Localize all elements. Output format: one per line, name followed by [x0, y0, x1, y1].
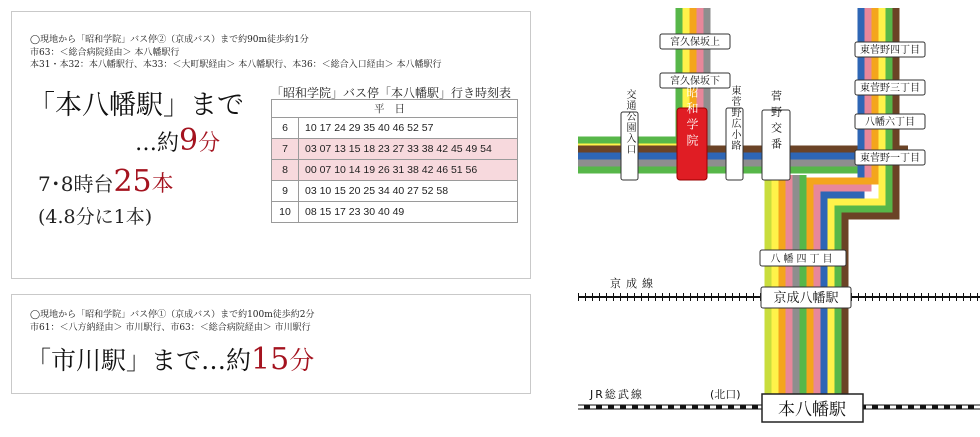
table-row — [272, 160, 518, 181]
route-note: 市61：＜八方納経由＞ 市川駅行、市63：＜総合病院経由＞ 市川駅行 — [30, 323, 311, 333]
minutes-cell: 00 07 10 14 19 26 31 38 42 46 51 56 — [299, 160, 518, 181]
route-note: 本31・本32：本八幡駅行、本33：＜大町駅経由＞ 本八幡駅行、本36：＜総合入口経由＞ 本八幡駅行 — [30, 60, 442, 70]
stop-sugano-koban: 菅野交番 — [769, 90, 783, 154]
jr-line-label: JR総武線 — [590, 388, 644, 401]
timetable — [271, 99, 518, 223]
stop-yawata-4: 八幡四丁目 — [770, 254, 836, 265]
bus-route-map — [578, 0, 980, 437]
table-row — [272, 202, 518, 223]
top-route-panel — [11, 11, 531, 279]
stop-labels — [589, 34, 925, 422]
bottom-route-panel — [11, 294, 531, 394]
destination-station: 「市川駅」まで…約15分 — [26, 342, 315, 377]
travel-time: …約9分 — [135, 123, 221, 158]
walk-note: ◯現地から「昭和学院」バス停①（京成バス）まで約100m徒歩約2分 — [30, 310, 315, 320]
destination-station: 「本八幡駅」まで — [28, 90, 244, 121]
stop-kotsu-koen: 交通公園入口 — [624, 89, 635, 155]
hour-cell: 9 — [272, 181, 299, 202]
hour-cell: 7 — [272, 139, 299, 160]
timetable-title: 「昭和学院」バス停「本八幡駅」行き時刻表 — [271, 86, 512, 100]
rush-frequency: 7･8時台25本 — [38, 164, 174, 199]
route-lines — [578, 8, 908, 400]
minutes-cell: 10 17 24 29 35 40 46 52 57 — [299, 118, 518, 139]
stop-miyakubo-ue: 宮久保坂上 — [670, 37, 720, 48]
hour-cell: 8 — [272, 160, 299, 181]
stop-higashi-sugano-hirokoji: 東菅野広小路 — [729, 85, 740, 151]
keisei-line-label: 京成線 — [610, 277, 658, 290]
route-note: 市63：＜総合病院経由＞ 本八幡駅行 — [30, 48, 180, 58]
minutes-cell: 03 10 15 20 25 34 40 27 52 58 — [299, 181, 518, 202]
timetable-header-row — [272, 100, 518, 118]
rush-interval: (4.8分に1本) — [38, 206, 153, 228]
stop-higashi-sugano-3: 東菅野三丁目 — [860, 83, 920, 94]
timetable-header: 平日 — [272, 100, 518, 118]
keisei-yawata-station: 京成八幡駅 — [773, 291, 839, 306]
hour-cell: 6 — [272, 118, 299, 139]
stop-showa-gakuin: 昭和学院 — [685, 86, 699, 150]
table-row — [272, 139, 518, 160]
table-row — [272, 181, 518, 202]
minutes-cell: 08 15 17 23 30 40 49 — [299, 202, 518, 223]
hour-cell: 10 — [272, 202, 299, 223]
north-exit-label: (北口) — [710, 388, 741, 401]
motoyawata-station: 本八幡駅 — [778, 400, 846, 420]
stop-higashi-sugano-4: 東菅野四丁目 — [860, 45, 920, 56]
table-row — [272, 118, 518, 139]
stop-miyakubo-shita: 宮久保坂下 — [670, 76, 720, 87]
stop-higashi-sugano-1: 東菅野一丁目 — [860, 153, 920, 164]
minutes-cell: 03 07 13 15 18 23 27 33 38 42 45 49 54 — [299, 139, 518, 160]
stop-yawata-6: 八幡六丁目 — [865, 117, 915, 128]
walk-note: ◯現地から「昭和学院」バス停②（京成バス）まで約90m徒歩約1分 — [30, 35, 309, 45]
